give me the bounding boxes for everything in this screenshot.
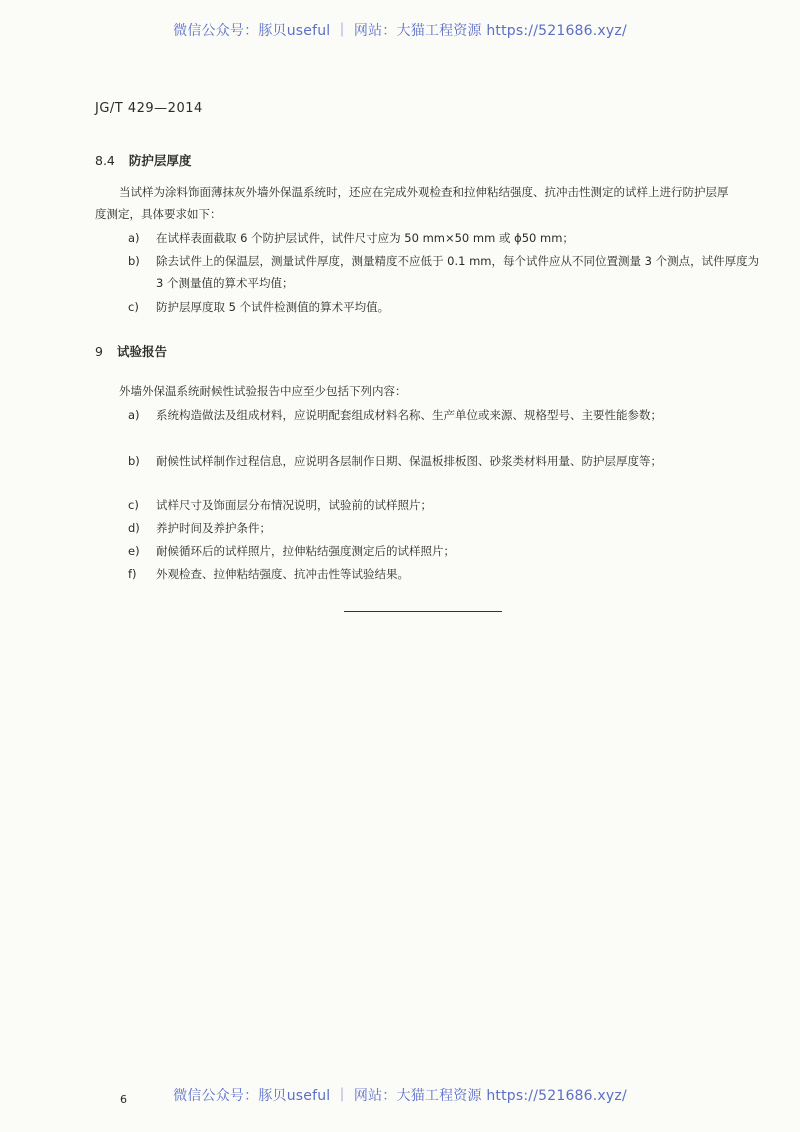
list-marker: c) [128,498,139,512]
list-item-9-a [128,404,760,426]
list-item-8-4-a [128,227,760,249]
list-item-text: 系统构造做法及组成材料，应说明配套组成材料名称、生产单位或来源、规格型号、主要性能参数； [156,408,662,422]
section-9-heading [95,342,167,360]
section-9-number: 9 [95,344,103,359]
list-item-9-c [128,494,760,516]
section-8-4-number: 8.4 [95,153,115,168]
list-item-text: 外观检查、拉伸粘结强度、抗冲击性等试验结果。 [156,567,409,581]
list-item-8-4-b [128,250,760,294]
section-8-4-heading [95,151,191,169]
list-item-9-e [128,540,760,562]
list-item-text: 耐候性试样制作过程信息，应说明各层制作日期、保温板排板图、砂浆类材料用量、防护层厚度等； [156,454,662,468]
page-number: 6 [120,1093,127,1106]
list-item-text: 养护时间及养护条件； [156,521,271,535]
document-code: JG/T 429—2014 [95,101,203,116]
section-8-4-title: 防护层厚度 [128,153,192,168]
section-9-intro: 外墙外保温系统耐候性试验报告中应至少包括下列内容： [119,384,407,398]
section-9-title: 试验报告 [116,344,167,359]
list-item-text: 在试样表面截取 6 个防护层试件，试件尺寸应为 50 mm×50 mm 或 ϕ50 mm； [156,231,574,245]
list-item-text: 防护层厚度取 5 个试件检测值的算术平均值。 [156,300,390,314]
watermark-bottom: 微信公众号：豚贝useful ｜ 网站：大猫工程资源 https://521686.xyz/ [173,1088,627,1104]
section-8-4-intro: 当试样为涂料饰面薄抹灰外墙外保温系统时，还应在完成外观检查和拉伸粘结强度、抗冲击性测定的试样上进行防护层厚度测定，具体要求如下： [95,185,729,221]
list-marker: d) [128,521,140,535]
list-item-text: 耐候循环后的试样照片，拉伸粘结强度测定后的试样照片； [156,544,455,558]
list-marker: b) [128,254,140,268]
list-marker: b) [128,454,140,468]
list-item-9-d [128,517,760,539]
list-marker: e) [128,544,140,558]
list-item-text: 除去试件上的保温层，测量试件厚度，测量精度不应低于 0.1 mm，每个试件应从不同位置测量 3 个测点，试件厚度为 3 个测量值的算术平均值； [156,254,760,290]
list-marker: c) [128,300,139,314]
list-item-9-f [128,563,760,585]
watermark-top: 微信公众号：豚贝useful ｜ 网站：大猫工程资源 https://521686.xyz/ [173,23,627,39]
list-item-9-b [128,450,760,472]
list-item-text: 试样尺寸及饰面层分布情况说明，试验前的试样照片； [156,498,432,512]
list-marker: a) [128,408,140,422]
list-item-8-4-c [128,296,760,318]
list-marker: a) [128,231,140,245]
list-marker: f) [128,567,137,581]
end-rule [344,611,502,612]
